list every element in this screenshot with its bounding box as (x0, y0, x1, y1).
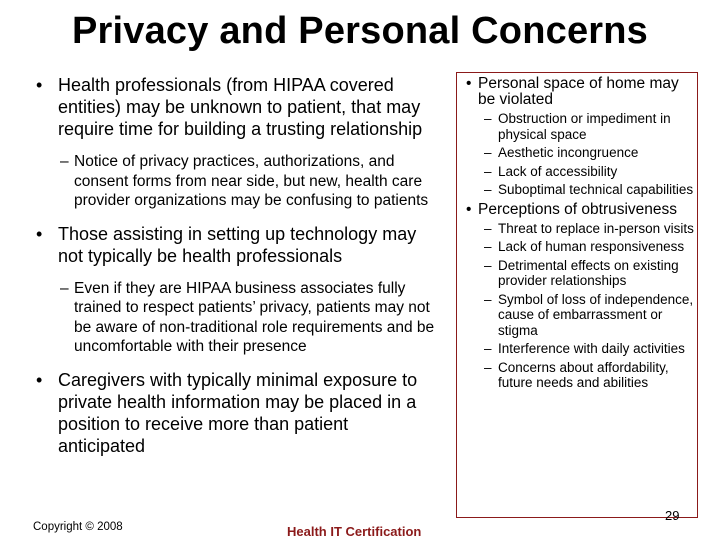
sub-bullet-1 (22, 152, 437, 211)
sub-bullet-dash: – (60, 279, 69, 297)
right-sub-item (460, 360, 696, 391)
footer-title: Health IT Certification (287, 524, 422, 539)
right-bullet-1-text: Personal space of home may be violated (478, 75, 679, 108)
right-sub-item-text: Detrimental effects on existing provider relationships (498, 257, 679, 288)
page-number: 29 (665, 508, 680, 523)
right-bullet-2-text: Perceptions of obtrusiveness (478, 200, 678, 218)
right-sub-item-text: Concerns about affordability, future needs and abilities (498, 359, 669, 390)
right-sub-item (460, 258, 696, 289)
right-sub-item (460, 145, 696, 161)
bullet-dot: • (36, 369, 43, 390)
bullet-1 (22, 74, 437, 140)
bullet-2-text: Those assisting in setting up technology may not typically be health professionals (58, 223, 417, 266)
sub-bullet-dash: – (484, 145, 492, 160)
copyright-text: Copyright © 2008 (33, 521, 123, 533)
right-sub-item (460, 341, 696, 357)
sub-bullet-1-text: Notice of privacy practices, authorizations, and consent forms from near side, but new, health care provider organizations may be confusing to patients (74, 153, 429, 209)
sub-bullet-dash: – (484, 341, 492, 356)
right-sub-item (460, 239, 696, 255)
bullet-1-text: Health professionals (from HIPAA covered entities) may be unknown to patient, that may require time for building a trusting relationship (58, 75, 423, 139)
bullet-dot: • (36, 75, 43, 95)
bullet-dot: • (466, 200, 472, 218)
slide-title: Privacy and Personal Concerns (71, 10, 649, 52)
sub-bullet-dash: – (484, 182, 492, 197)
right-sub-item (460, 164, 696, 180)
bullet-dot: • (36, 223, 43, 244)
right-sub-item (460, 182, 696, 198)
right-sub-item (460, 221, 696, 237)
right-sub-item (460, 292, 696, 339)
sub-bullet-dash: – (484, 359, 492, 375)
sub-bullet-dash: – (484, 291, 492, 307)
right-sub-item-text: Aesthetic incongruence (498, 145, 639, 160)
bullet-3-text: Caregivers with typically minimal exposure to private health information may be placed in a position to receive more than patient anticipated (58, 369, 418, 456)
right-bullet-1 (460, 76, 696, 108)
right-sub-item-text: Obstruction or impediment in physical space (498, 111, 671, 142)
sub-bullet-dash: – (484, 239, 492, 254)
right-sub-item-text: Symbol of loss of independence, cause of embarrassment or stigma (498, 291, 694, 338)
sub-bullet-dash: – (484, 111, 492, 126)
bullet-dot: • (466, 75, 472, 92)
sub-bullet-2 (22, 279, 437, 357)
right-sub-item-text: Threat to replace in-person visits (498, 220, 694, 236)
right-sub-item (460, 111, 696, 142)
sub-bullet-dash: – (60, 153, 69, 170)
right-sub-item-text: Interference with daily activities (498, 341, 685, 356)
sub-bullet-dash: – (484, 220, 492, 236)
sub-bullet-dash: – (484, 257, 492, 273)
right-sub-item-text: Suboptimal technical capabilities (498, 182, 694, 197)
sub-bullet-2-text: Even if they are HIPAA business associates fully trained to respect patients’ privacy, patients may not be aware of non-traditional role requirements and be uncomfortable with their presence (74, 279, 435, 355)
sub-bullet-dash: – (484, 163, 492, 179)
bullet-3 (22, 369, 437, 457)
right-sub-item-text: Lack of human responsiveness (498, 239, 685, 254)
bullet-2 (22, 223, 437, 267)
right-sub-item-text: Lack of accessibility (498, 163, 618, 179)
right-column (460, 76, 696, 394)
right-bullet-2 (460, 202, 696, 218)
left-column (22, 74, 437, 469)
